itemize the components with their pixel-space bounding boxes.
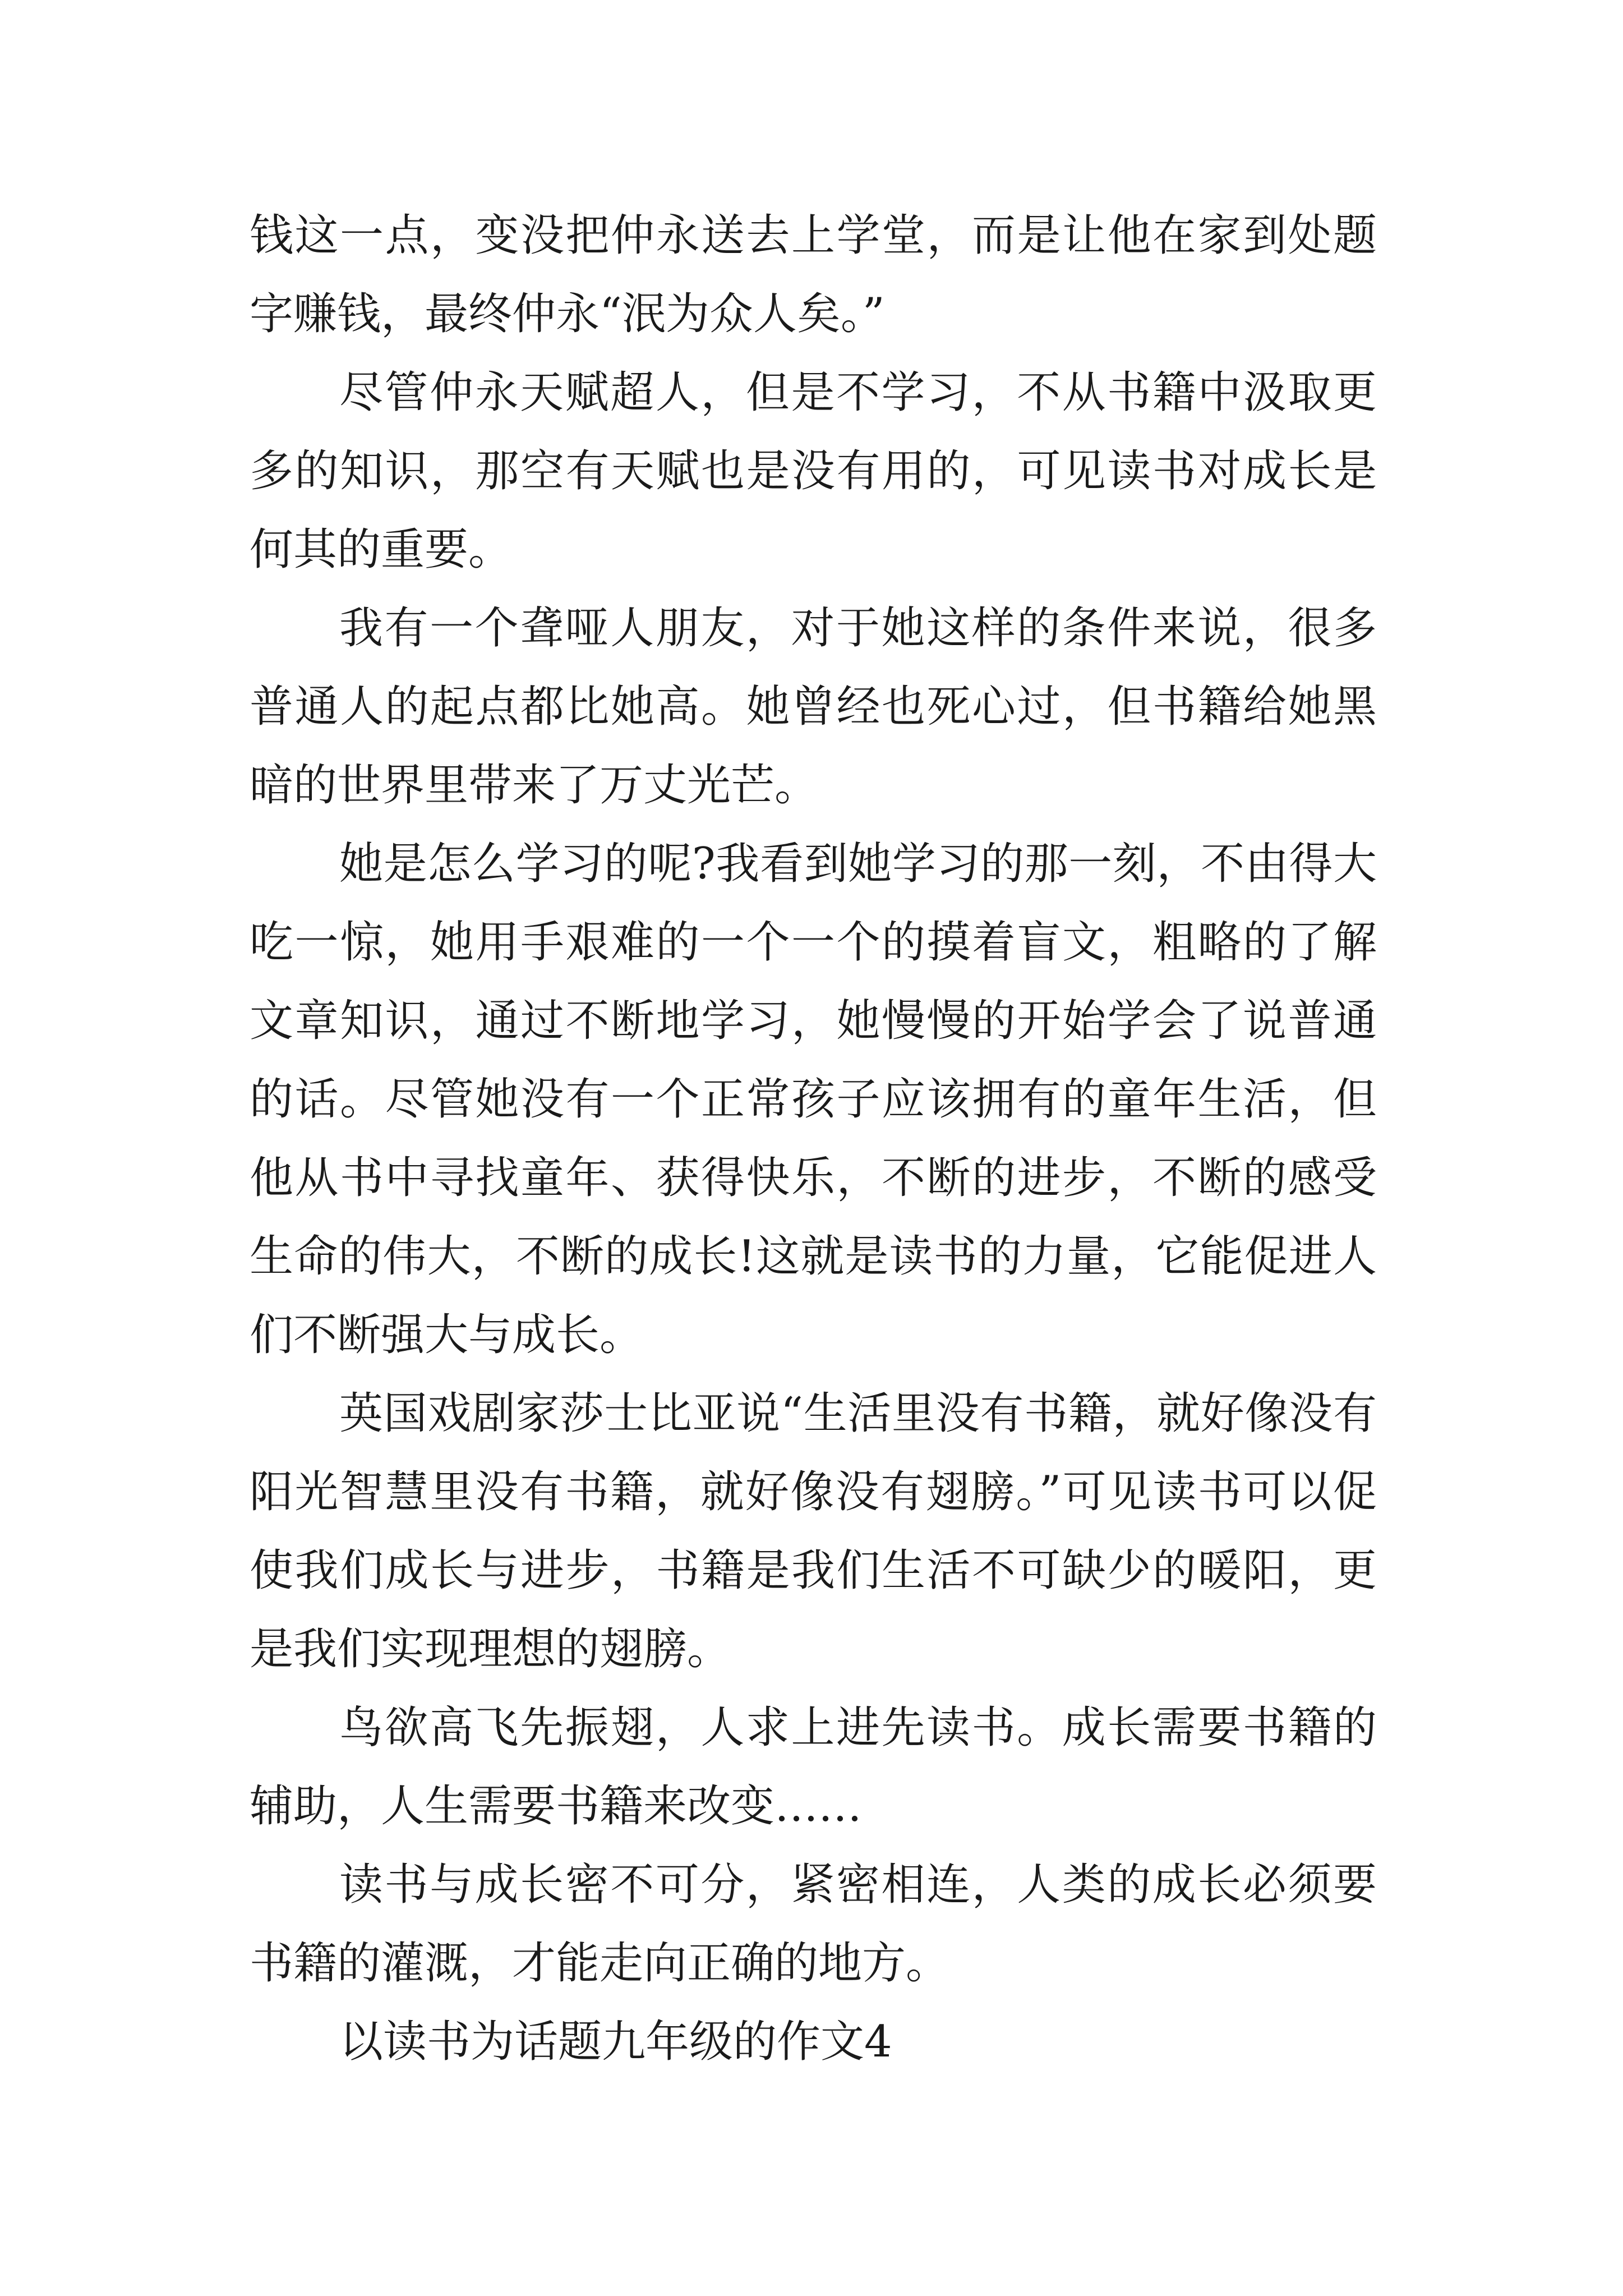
essay-heading: 以读书为话题九年级的作文4 (339, 2017, 892, 2067)
paragraph: 尽管仲永天赋超人，但是不学习，不从书籍中汲取更多的知识，那空有天赋也是没有用的，可见读书对成长是何其的重要。 (250, 367, 1377, 575)
paragraph: 我有一个聋哑人朋友，对于她这样的条件来说，很多普通人的起点都比她高。她曾经也死心过，但书籍给她黑暗的世界里带来了万丈光芒。 (250, 603, 1377, 811)
paragraph: 鸟欲高飞先振翅，人求上进先读书。成长需要书籍的辅助，人生需要书籍来改变…… (250, 1703, 1377, 1832)
paragraph: 她是怎么学习的呢?我看到她学习的那一刻，不由得大吃一惊，她用手艰难的一个一个的摸着盲文，粗略的了解文章知识，通过不断地学习，她慢慢的开始学会了说普通的话。尽管她没有一个正常孩子应该拥有的童年生活，但他从书中寻找童年、获得快乐，不断的进步，不断的感受生命的伟大，不断的成长!这就是读书的力量，它能促进人们不断强大与成长。 (250, 839, 1377, 1360)
paragraph-continuation: 钱这一点，变没把仲永送去上学堂，而是让他在家到处题字赚钱，最终仲永“泯为众人矣。” (250, 210, 1377, 339)
paragraph: 读书与成长密不可分，紧密相连，人类的成长必须要书籍的灌溉，才能走向正确的地方。 (250, 1860, 1377, 1989)
document-body (250, 196, 1377, 2081)
paragraph: 英国戏剧家莎士比亚说“生活里没有书籍，就好像没有阳光智慧里没有书籍，就好像没有翅膀。”可见读书可以促使我们成长与进步，书籍是我们生活不可缺少的暖阳，更是我们实现理想的翅膀。 (250, 1388, 1377, 1674)
